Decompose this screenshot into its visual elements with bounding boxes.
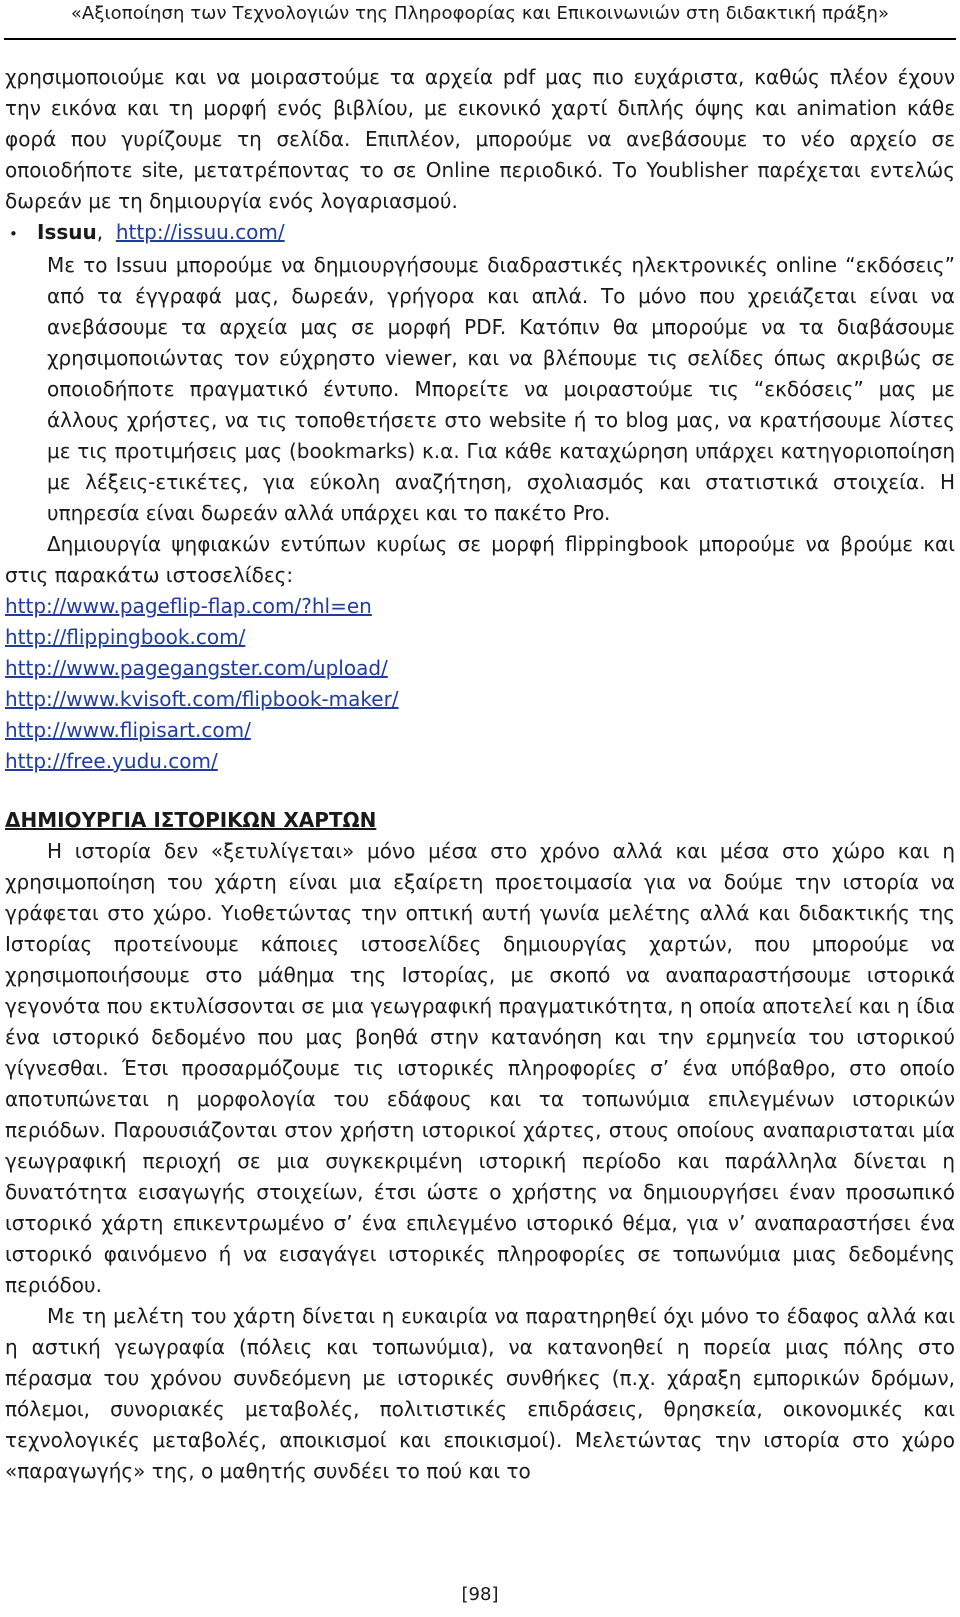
flipbook-paragraph: Δημιουργία ψηφιακών εντύπων κυρίως σε μορφή flippingbook μπορούμε να βρούμε και στις παρακάτω ιστοσελίδες:: [5, 532, 955, 587]
intro-paragraph: χρησιμοποιούμε και να μοιραστούμε τα αρχεία pdf μας πιο ευχάριστα, καθώς πλέον έχουν την εικόνα και τη μορφή ενός βιβλίου, με εικονικό χαρτί διπλής όψης και animation κάθε φορά που γυρίζουμε τη σελίδα. Επιπλέον, μπορούμε να ανεβάσουμε το νέο αρχείο σε οποιοδήποτε site, μετατρέποντας το σε Online περιοδικό. Το Youblisher παρέχεται εντελώς δωρεάν με τη δημιουργία ενός λογαριασμού.: [5, 65, 955, 213]
flipbook-link-flipisart[interactable]: http://www.flipisart.com/: [5, 718, 251, 742]
history-paragraph-2: Με τη μελέτη του χάρτη δίνεται η ευκαιρία να παρατηρηθεί όχι μόνο το έδαφος αλλά και η αστική γεωγραφία (πόλεις και τοπωνύμια), να κατανοηθεί η πορεία μιας πόλης στο πέρασμα του χρόνου συνδεόμενη με ιστορικές συνθήκες (π.χ. χάραξη εμπορικών δρόμων, πόλεμοι, συνοριακές μεταβολές, πολιτιστικές επιδράσεις, θρησκεία, οικονομικές και τεχνολογικές μεταβολές, αποικισμοί και εποικισμοί). Μελετώντας την ιστορία στο χώρο «παραγωγής» της, ο μαθητής συνδέει το πού και το: [5, 1304, 955, 1483]
page-body: [5, 62, 955, 1487]
issuu-link[interactable]: http://issuu.com/: [115, 220, 285, 244]
flipbook-link-pagegangster[interactable]: http://www.pagegangster.com/upload/: [5, 656, 388, 680]
history-paragraph-1: Η ιστορία δεν «ξετυλίγεται» μόνο μέσα στο χρόνο αλλά και μέσα στο χώρο και η χρησιμοποίηση του χάρτη είναι μια εξαίρετη προετοιμασία για να δούμε την ιστορία να γράφεται στο χώρο. Υιοθετώντας την οπτική αυτή γωνία μελέτης αλλά και διδακτικής της Ιστορίας προτείνουμε κάποιες ιστοσελίδες δημιουργίας χαρτών, που μπορούμε να χρησιμοποιήσουμε στο μάθημα της Ιστορίας, με σκοπό να αναπαραστήσουμε ιστορικά γεγονότα που εκτυλίσσονται σε μια γεωγραφική πραγματικότητα, η οποία αποτελεί και η ίδια ένα ιστορικό δεδομένο που μας βοηθά στην κατανόηση και την ερμηνεία του ιστορικού γίγνεσθαι. Έτσι προσαρμόζουμε τις ιστορικές πληροφορίες σ’ ένα υπόβαθρο, στο οποίο αποτυπώνεται η μορφολογία του εδάφους και τα τοπωνύμια επιλεγμένων ιστορικών περιόδων. Παρουσιάζονται στον χρήστη ιστορικοί χάρτες, στους οποίους αναπαρισταται μία γεωγραφική περιοχή σε μια συγκεκριμένη ιστορική περίοδο και παράλληλα δίνεται η δυνατότητα εισαγωγής στοιχείων, έτσι ώστε ο χρήστης να δημιουργήσει έναν προσωπικό ιστορικό χάρτη επικεντρωμένο σ’ ένα επιλεγμένο ιστορικό θέμα, για ν’ αναπαραστήσει ένα ιστορικό φαινόμενο ή να εισαγάγει ιστορικές πληροφορίες σε τοπωνύμια μιας δεδομένης περιόδου.: [5, 839, 955, 1297]
flipbook-link-flippingbook[interactable]: http://flippingbook.com/: [5, 625, 246, 649]
issuu-bullet-item: [5, 217, 955, 250]
flipbook-links-list: [5, 591, 955, 777]
issuu-description: Με το Issuu μπορούμε να δημιουργήσουμε διαδραστικές ηλεκτρονικές online “εκδόσεις” από τα έγγραφά μας, δωρεάν, γρήγορα και απλά. Το μόνο που χρειάζεται είναι να ανεβάσουμε τα αρχεία μας σε μορφή PDF. Κατόπιν θα μπορούμε να τα διαβάσουμε χρησιμοποιώντας τον εύχρηστο viewer, και να βλέπουμε τις σελίδες όπως ακριβώς σε οποιοδήποτε πραγματικό έντυπο. Μπορείτε να μοιραστούμε τις “εκδόσεις” μας με άλλους χρήστες, να τις τοποθετήσετε στο website ή το blog μας, να κρατήσουμε λίστες με τις προτιμήσεις μας (bookmarks) κ.α. Για κάθε καταχώρηση υπάρχει κατηγοριοποίηση με λέξεις-ετικέτες, για εύκολη αναζήτηση, σχολιασμός και στατιστικά στοιχεία. Η υπηρεσία είναι δωρεάν αλλά υπάρχει και το πακέτο Pro.: [47, 253, 955, 525]
page-header: [0, 0, 960, 41]
issuu-name: Issuu: [37, 220, 97, 244]
flipbook-link-kvisoft[interactable]: http://www.kvisoft.com/flipbook-maker/: [5, 687, 399, 711]
header-title: «Αξιοποίηση των Τεχνολογιών της Πληροφορίας και Επικοινωνιών στη διδακτική πράξη»: [70, 3, 890, 24]
flipbook-link-yudu[interactable]: http://free.yudu.com/: [5, 749, 218, 773]
section-heading: ΔΗΜΙΟΥΡΓΙΑ ΙΣΤΟΡΙΚΩΝ ΧΑΡΤΩΝ: [5, 808, 377, 832]
bullet-icon: •: [9, 225, 18, 243]
flipbook-link-pageflip[interactable]: http://www.pageflip-flap.com/?hl=en: [5, 594, 372, 618]
header-divider: [4, 38, 956, 40]
issuu-title-line: [37, 217, 955, 248]
page-number: [98]: [461, 1584, 499, 1605]
issuu-separator: ,: [96, 220, 104, 244]
